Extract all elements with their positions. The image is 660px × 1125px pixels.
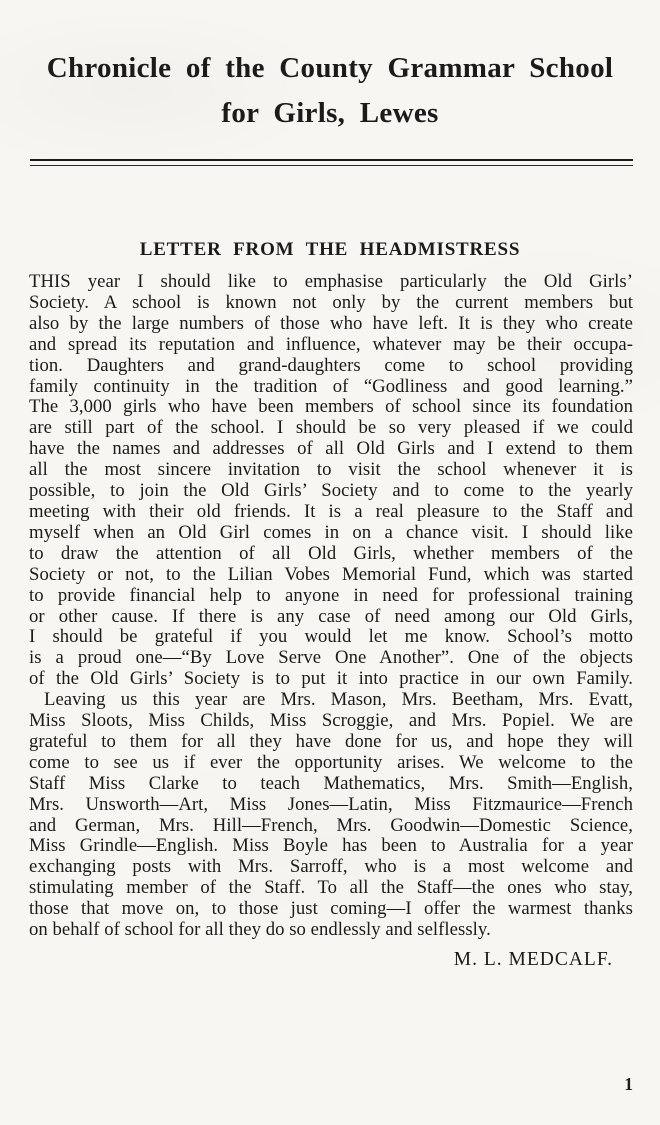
text-line: Society. A school is known not only by the current members but bbox=[29, 291, 633, 313]
signature: M. L. MEDCALF. bbox=[453, 949, 613, 970]
text-line: and German, Mrs. Hill—French, Mrs. Goodwin—Domestic Science, bbox=[29, 814, 633, 836]
section-heading: LETTER FROM THE HEADMISTRESS bbox=[139, 239, 521, 260]
text-line: to draw the attention of all Old Girls, whether members of the bbox=[29, 542, 633, 564]
text-line: or other cause. If there is any case of need among our Old Girls, bbox=[29, 605, 633, 627]
paragraph bbox=[29, 690, 633, 941]
text-line: those that move on, to those just coming—I offer the warmest thanks bbox=[29, 898, 633, 920]
text-line: possible, to join the Old Girls’ Society and to come to the yearly bbox=[29, 480, 633, 502]
text-line: exchanging posts with Mrs. Sarroff, who is a most welcome and bbox=[29, 856, 633, 878]
text-line: Staff Miss Clarke to teach Mathematics, Mrs. Smith—English, bbox=[29, 772, 633, 794]
double-rule-divider bbox=[30, 159, 633, 166]
text-line: are still part of the school. I should be so very pleased if we could bbox=[29, 417, 633, 439]
text-line: on behalf of school for all they do so endlessly and selflessly. bbox=[29, 919, 491, 941]
letter-paragraphs bbox=[29, 272, 633, 941]
title-line-1: Chronicle of the County Grammar School bbox=[46, 52, 614, 84]
text-line: is a proud one—“By Love Serve One Another”. One of the objects bbox=[29, 647, 633, 669]
text-line: grateful to them for all they have done for us, and hope they will bbox=[29, 730, 633, 752]
text-line: THIS year I should like to emphasise particularly the Old Girls’ bbox=[29, 271, 633, 292]
text-line: of the Old Girls’ Society is to put it into practice in our own Family. bbox=[29, 668, 633, 690]
text-line: stimulating member of the Staff. To all the Staff—the ones who stay, bbox=[29, 877, 633, 899]
text-line: also by the large numbers of those who have left. It is they who create bbox=[29, 312, 633, 334]
text-line: tion. Daughters and grand-daughters come to school providing bbox=[29, 354, 633, 376]
text-line: Society or not, to the Lilian Vobes Memorial Fund, which was started bbox=[29, 563, 633, 585]
page-number: 1 bbox=[624, 1074, 633, 1094]
text-line: The 3,000 girls who have been members of school since its foundation bbox=[29, 396, 633, 418]
text-line: I should be grateful if you would let me know. School’s motto bbox=[29, 626, 633, 648]
text-line: Leaving us this year are Mrs. Mason, Mrs. Beetham, Mrs. Evatt, bbox=[44, 689, 633, 711]
text-line: meeting with their old friends. It is a real pleasure to the Staff and bbox=[29, 500, 633, 522]
text-line: have the names and addresses of all Old Girls and I extend to them bbox=[29, 438, 633, 460]
letter-body bbox=[29, 272, 633, 971]
text-line: to provide financial help to anyone in need for professional training bbox=[29, 584, 633, 606]
text-line: Miss Grindle—English. Miss Boyle has been to Australia for a year bbox=[29, 835, 633, 857]
page-title bbox=[0, 46, 660, 136]
title-line-2: for Girls, Lewes bbox=[221, 97, 439, 129]
text-line: family continuity in the tradition of “Godliness and good learning.” bbox=[29, 375, 633, 397]
text-line: myself when an Old Girl comes in on a chance visit. I should like bbox=[29, 521, 633, 543]
text-line: come to see us if ever the opportunity arises. We welcome to the bbox=[29, 751, 633, 773]
text-line: Mrs. Unsworth—Art, Miss Jones—Latin, Miss Fitzmaurice—French bbox=[29, 793, 633, 815]
text-line: all the most sincere invitation to visit the school whenever it is bbox=[29, 459, 633, 481]
paragraph bbox=[29, 272, 633, 690]
text-line: Miss Sloots, Miss Childs, Miss Scroggie, and Mrs. Popiel. We are bbox=[29, 710, 633, 732]
text-line: and spread its reputation and influence, whatever may be their occupa- bbox=[29, 333, 633, 355]
